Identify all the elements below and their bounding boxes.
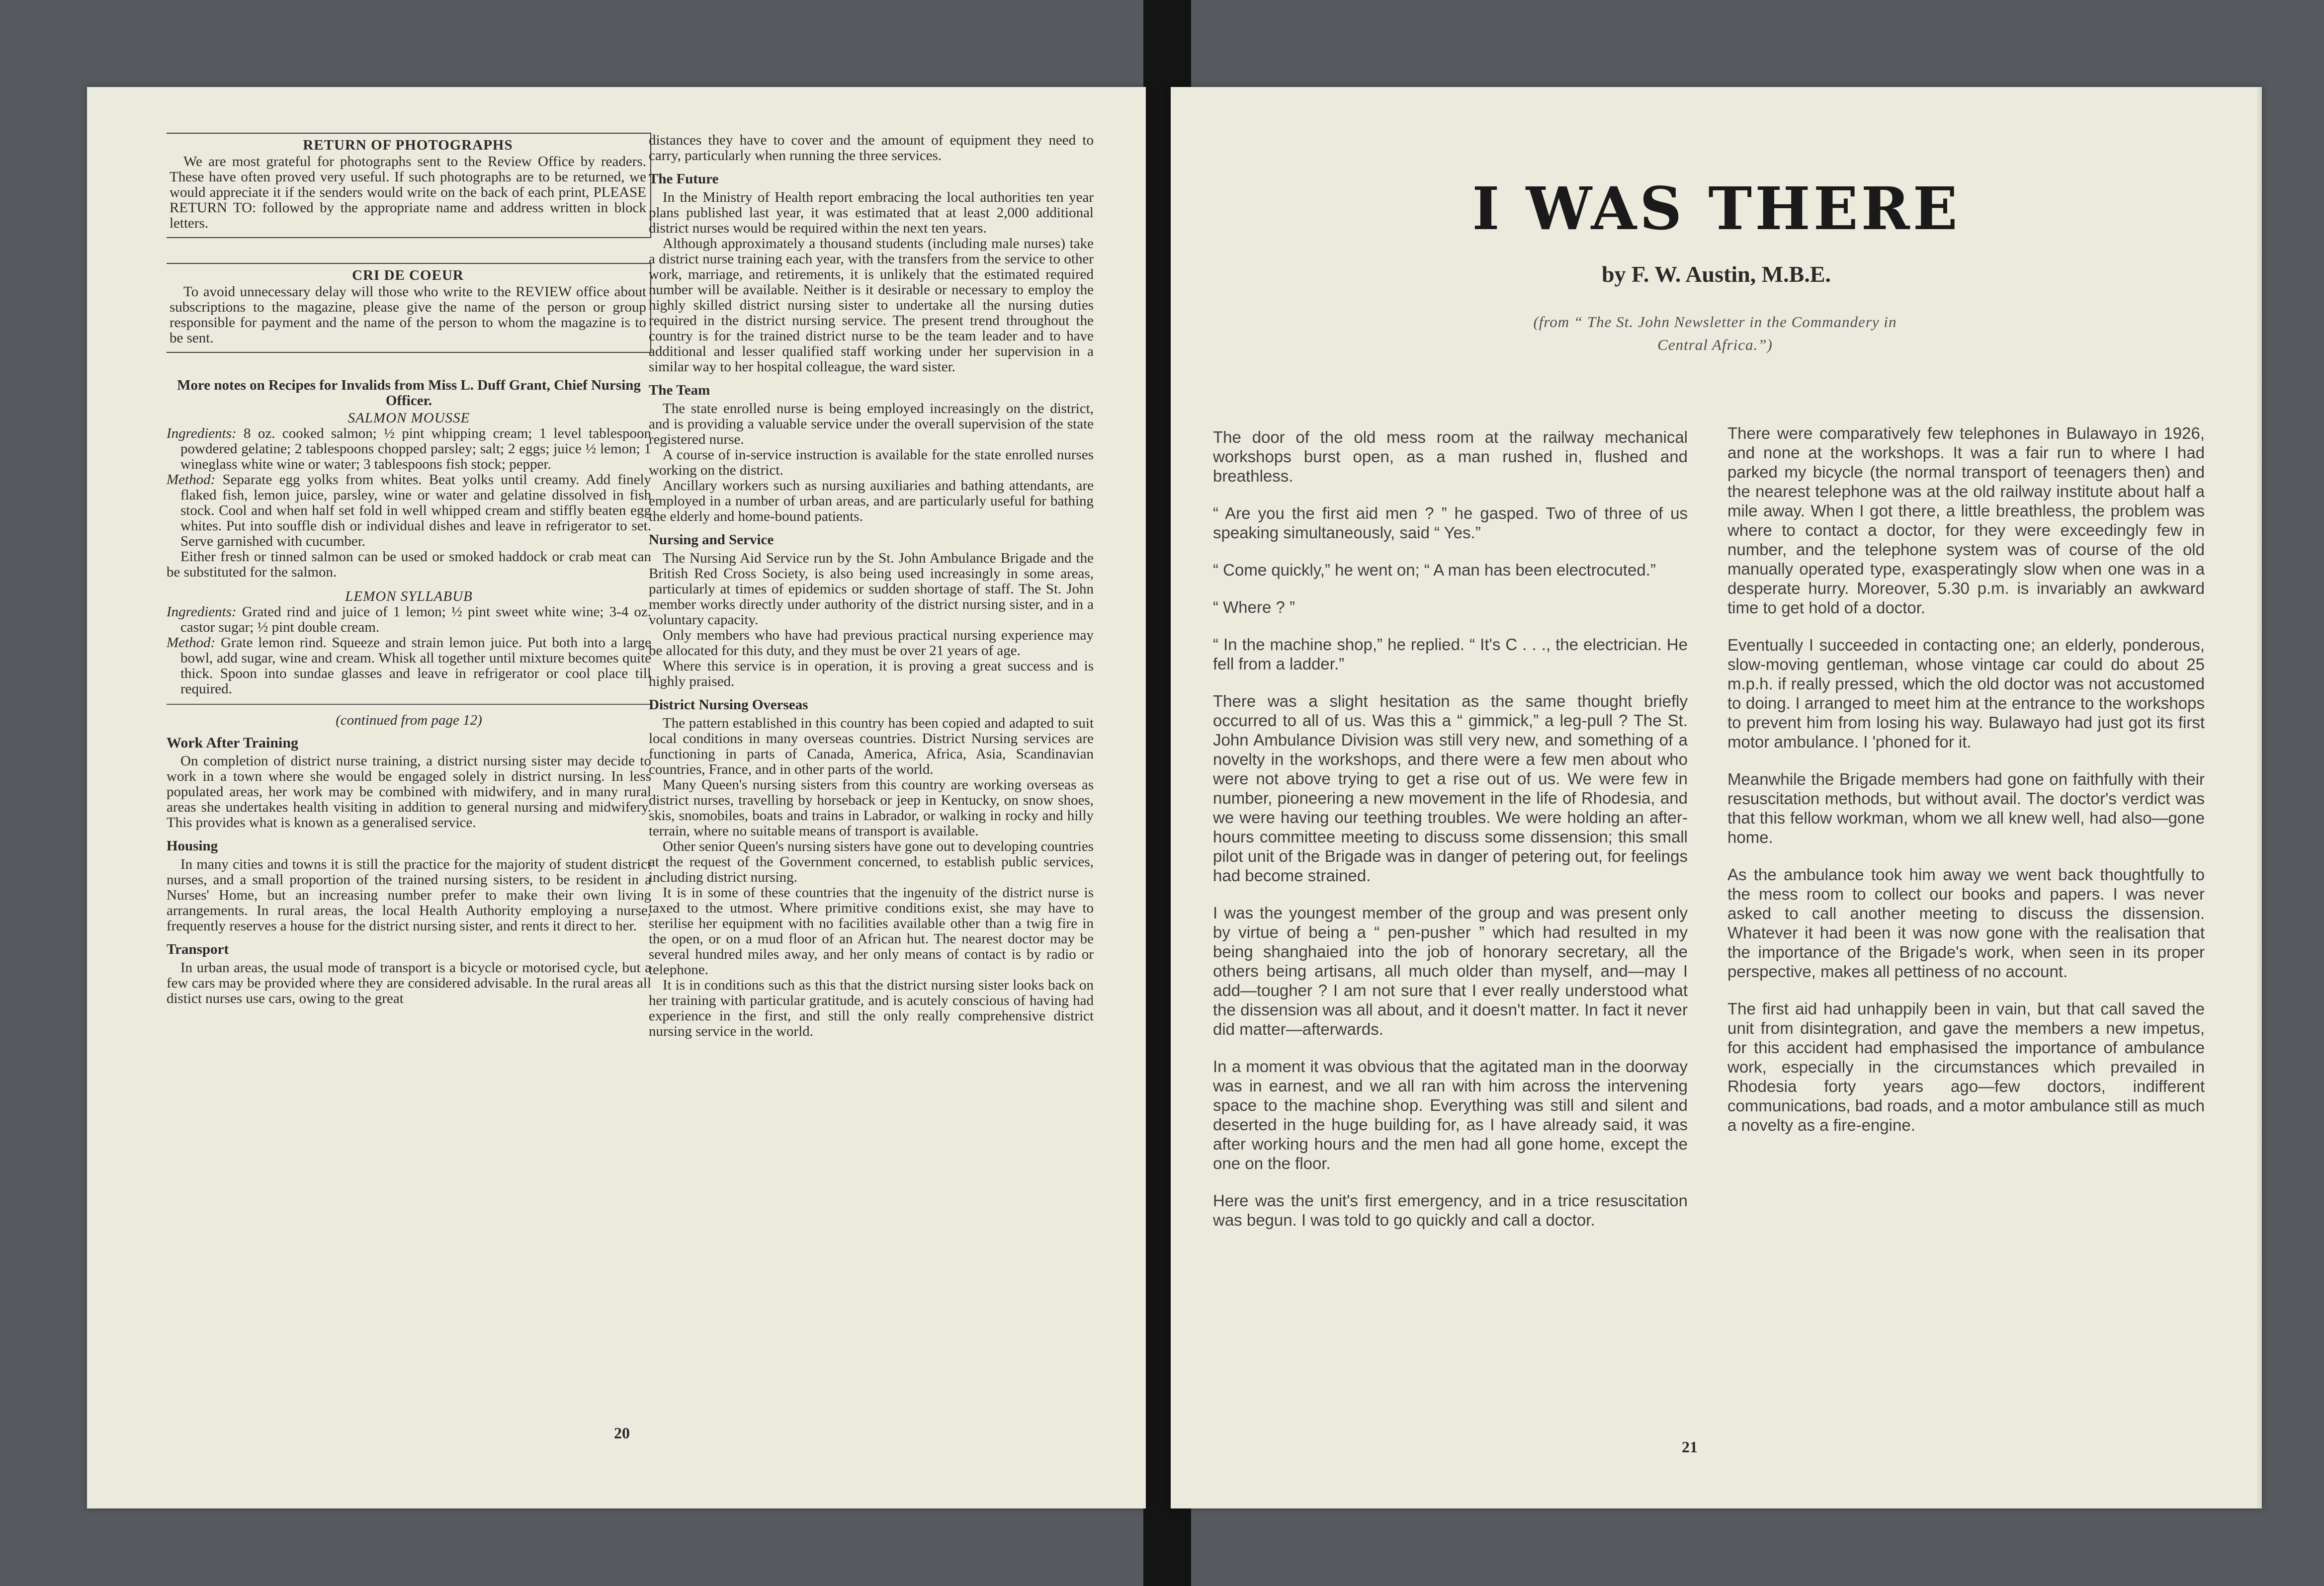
paragraph: As the ambulance took him away we went back thoughtfully to the mess room to collect our books and papers. I was never asked to call another meeting to discuss the dissension. Whatever it had been it was now gone with the realisation that the importance of the Brigade's work, when seen in its proper perspective, makes all pettiness of no account. <box>1727 865 2205 981</box>
cri-de-coeur-title: CRI DE COEUR <box>352 267 464 283</box>
cri-de-coeur-box <box>167 263 651 353</box>
text: 8 oz. cooked salmon; ½ pint whipping cream; 1 level tablespoon powdered gelatine; 2 tablespoons chopped parsley; salt; 2 eggs; juice ½ lemon; 1 wineglass white wine or water; 3 tablespoons fish stock; pepper. <box>180 425 651 472</box>
return-photographs-title: RETURN OF PHOTOGRAPHS <box>303 137 513 153</box>
team-p3: Ancillary workers such as nursing auxiliaries and bathing attendants, are employed in a number of urban areas, and are particularly useful for bathing the elderly and home-bound patients. <box>649 478 1094 524</box>
label: Method: <box>167 635 216 651</box>
article-title: I WAS THERE <box>1472 174 1961 243</box>
salmon-mousse-title: SALMON MOUSSE <box>347 410 470 426</box>
left-page <box>87 87 1146 1508</box>
paragraph: “ Are you the first aid men ? ” he gasped. Two of three of us speaking simultaneously, said “ Yes.” <box>1213 504 1688 542</box>
overseas-p1: The pattern established in this country has been copied and adapted to suit local conditions in many overseas countries. District Nursing services are functioning in parts of Canada, America, Africa, Asia, Scandinavian countries, France, and in other parts of the world. <box>649 715 1094 777</box>
article-byline: by F. W. Austin, M.B.E. <box>1601 261 1831 287</box>
housing-text: In many cities and towns it is still the practice for the majority of student district nurses, and a small proportion of the trained nursing sisters, to be resident in a Nurses' Home, but an increasing number prefer to make their own living arrangements. In rural areas, the local Health Authority employing a nurse, frequently reserves a house for the district nursing sister, and rents it direct to her. <box>167 856 651 934</box>
lemon-ingredients <box>167 604 651 635</box>
housing-heading: Housing <box>167 838 218 854</box>
label: Method: <box>167 472 216 488</box>
paragraph: The door of the old mess room at the railway mechanical workshops burst open, as a man rushed in, flushed and breathless. <box>1213 428 1688 485</box>
paragraph: Here was the unit's first emergency, and in a trice resuscitation was begun. I was told to go quickly and call a doctor. <box>1213 1191 1688 1229</box>
label: Ingredients: <box>167 425 237 441</box>
col2-intro: distances they have to cover and the amount of equipment they need to carry, particularly when running the three services. <box>649 132 1094 164</box>
return-photographs-box <box>167 133 651 238</box>
team-heading: The Team <box>649 382 710 398</box>
recipes-heading: More notes on Recipes for Invalids from Miss L. Duff Grant, Chief Nursing Officer. <box>177 377 641 409</box>
page-number-right: 21 <box>1682 1438 1698 1456</box>
transport-text: In urban areas, the usual mode of transport is a bicycle or motorised cycle, but a few cars may be provided where they are considered advisable. In the rural areas all distict nurses use cars, owing to the great <box>167 960 651 1006</box>
source-note: (from “ The St. John Newsletter in the Commandery in Central Africa.”) <box>1533 313 1897 353</box>
continued-note: (continued from page 12) <box>336 712 482 728</box>
salmon-ingredients <box>167 426 651 472</box>
team-p1: The state enrolled nurse is being employed increasingly on the district, and is providing a valuable service under the overall supervision of the state registered nurse. <box>649 401 1094 447</box>
return-photographs-text: We are most grateful for photographs sent to the Review Office by readers. These have often proved very useful. If such photographs are to be returned, we would appreciate it if the senders would write on the back of each print, PLEASE RETURN TO: followed by the appropriate name and address written in block letters. <box>170 154 646 231</box>
label: Ingredients: <box>167 604 237 620</box>
left-column-2 <box>649 133 1094 1039</box>
work-after-training-heading: Work After Training <box>167 735 299 751</box>
paragraph: “ Come quickly,” he went on; “ A man has been electrocuted.” <box>1213 561 1656 579</box>
page-edge <box>2257 87 2262 1508</box>
article-column-2 <box>1727 423 2205 1153</box>
salmon-method <box>167 472 651 549</box>
overseas-p5: It is in conditions such as this that the district nursing sister looks back on her training with particular gratitude, and is acutely conscious of having had experience in the first, and still the only really comprehensive district nursing service in the world. <box>649 977 1094 1039</box>
lemon-method <box>167 635 651 697</box>
overseas-p2: Many Queen's nursing sisters from this country are working overseas as district nurses, travelling by horseback or jeep in Kentucky, on snow shoes, skis, snomobiles, boats and trains in Labrador, or walking in rocky and hilly terrain, where no suitable means of transport is available. <box>649 777 1094 839</box>
aid-p1: The Nursing Aid Service run by the St. John Ambulance Brigade and the British Red Cross Society, is also being used increasingly in some areas, particularly at times of epidemics or sudden shortage of staff. The St. John member works directly under authority of the district nursing sister, and in a voluntary capacity. <box>649 550 1094 628</box>
overseas-p3: Other senior Queen's nursing sisters have gone out to developing countries at the request of the Government concerned, to establish public services, including district nursing. <box>649 838 1094 885</box>
article-column-1 <box>1213 427 1688 1248</box>
paragraph: There were comparatively few telephones in Bulawayo in 1926, and none at the workshops. It was a fair run to where I had parked my bicycle (the normal transport of teenagers then) and the nearest telephone was at the old railway institute about half a mile away. When I got there, a little breathless, the problem was where to contact a doctor, for they were exceedingly few in number, and the telephone system was of course of the old manually operated type, exasperatingly slow when one was in a desperate hurry. Moreover, 5.30 p.m. is invariably an awkward time to get hold of a doctor. <box>1727 424 2205 617</box>
paragraph: There was a slight hesitation as the same thought briefly occurred to all of us. Was this a “ gimmick,” a leg-pull ? The St. John Ambulance Division was still very new, and something of a novelty in the workshops, and there were a few men about who were not above trying to get a rise out of us. We were few in number, pioneering a new movement in the life of Rhodesia, and we were having our teething troubles. We were holding an after-hours committee meeting to discuss some dissension; this small pilot unit of the Brigade was in danger of petering out, for feelings had become strained. <box>1213 692 1688 885</box>
future-p1: In the Ministry of Health report embracing the local authorities ten year plans published last year, it was estimated that at least 2,000 additional district nurses would be required within the next ten years. <box>649 189 1094 236</box>
lemon-syllabub-title: LEMON SYLLABUB <box>345 588 473 604</box>
paragraph: “ In the machine shop,” he replied. “ It's C . . ., the electrician. He fell from a ladder.” <box>1213 635 1688 673</box>
page-number-left: 20 <box>614 1424 630 1442</box>
salmon-note: Either fresh or tinned salmon can be used or smoked haddock or crab meat can be substituted for the salmon. <box>167 549 651 580</box>
overseas-p4: It is in some of these countries that the ingenuity of the district nurse is taxed to the utmost. Where primitive conditions exist, she may have to sterilise her equipment with no facilities available other than a twig fire in the open, or on a mud floor of an African hut. The nearest doctor may be several hundred miles away, and her only means of contact is by radio or telephone. <box>649 885 1094 978</box>
cri-de-coeur-text: To avoid unnecessary delay will those who write to the REVIEW office about subscriptions to the magazine, please give the name of the person or group responsible for payment and the name of the person to whom the magazine is to be sent. <box>170 284 646 346</box>
paragraph: The first aid had unhappily been in vain, but that call saved the unit from disintegration, and gave the members a new impetus, for this accident had emphasised the importance of ambulance work, especially in the circumstances which prevailed in Rhodesia forty years ago—few doctors, indifferent communications, bad roads, and a motor ambulance still as much a novelty as a fire-engine. <box>1727 1000 2205 1134</box>
future-heading: The Future <box>649 171 719 187</box>
paragraph: “ Where ? ” <box>1213 598 1295 616</box>
paragraph: I was the youngest member of the group and was present only by virtue of being a “ pen-pusher ” which had resulted in my being shanghaied into the job of honorary secretary, all the others being artisans, all much older than myself, and—may I add—tougher ? I am not sure that I ever really understood what the dissension was all about, and it doesn't matter. In fact it never did matter—afterwards. <box>1213 904 1688 1038</box>
aid-p3: Where this service is in operation, it is proving a great success and is highly praised. <box>649 658 1094 689</box>
paragraph: Eventually I succeeded in contacting one; an elderly, ponderous, slow-moving gentleman, whose vintage car could do about 25 m.p.h. if really pressed, which the old doctor was not accustomed to doing. I arranged to meet him at the entrance to the workshops to prevent him from losing his way. Bulawayo had just got its first motor ambulance. I 'phoned for it. <box>1727 636 2205 751</box>
text: Grated rind and juice of 1 lemon; ½ pint sweet white wine; 3-4 oz. castor sugar; ½ pint double cream. <box>180 604 652 635</box>
aid-p2: Only members who have had previous practical nursing experience may be allocated for this duty, and they must be over 21 years of age. <box>649 627 1094 659</box>
divider <box>167 704 651 705</box>
right-page <box>1171 87 2262 1508</box>
text: Grate lemon rind. Squeeze and strain lemon juice. Put both into a large bowl, add sugar, wine and cream. Whisk all together until mixture becomes quite thick. Spoon into sundae glasses and leave in refrigerator or cool place till required. <box>180 635 652 697</box>
overseas-heading: District Nursing Overseas <box>649 697 808 713</box>
left-column-1 <box>167 133 651 1006</box>
work-after-training-text: On completion of district nurse training, a district nursing sister may decide to work in a town where she would be engaged solely in district nursing. In less populated areas, her work may be combined with midwifery, and in many rural areas she undertakes health visiting in addition to general nursing and midwifery. This provides what is known as a generalised service. <box>167 753 651 831</box>
transport-heading: Transport <box>167 941 229 957</box>
future-p2: Although approximately a thousand students (including male nurses) take a district nurse training each year, with the transfers from the service to other work, marriage, and retirements, it is unlikely that the estimated required number will be available. Neither is it desirable or necessary to employ the highly skilled district nursing sister to undertake all the nursing duties required in the district nursing service. The present trend throughout the country is for the trained district nurse to be the team leader and to have additional and lesser qualified staff working under her supervision in a similar way to her hospital colleague, the ward sister. <box>649 236 1094 375</box>
paragraph: Meanwhile the Brigade members had gone on faithfully with their resuscitation methods, but without avail. The doctor's verdict was that this fellow workman, whom we all knew well, had also—gone home. <box>1727 770 2205 846</box>
text: Separate egg yolks from whites. Beat yolks until creamy. Add finely flaked fish, lemon juice, parsley, wine or water and gelatine dissolved in fish stock. Cool and when half set fold in well whipped cream and stiffly beaten egg whites. Put into souffle dish or individual dishes and leave in refrigerator to set. Serve garnished with cucumber. <box>180 472 652 549</box>
nursing-aid-heading: Nursing and Service <box>649 532 774 548</box>
team-p2: A course of in-service instruction is available for the state enrolled nurses working on the district. <box>649 447 1094 478</box>
paragraph: In a moment it was obvious that the agitated man in the doorway was in earnest, and we all ran with him across the intervening space to the machine shop. Everything was still and silent and deserted in the huge building for, as I have already said, it was after working hours and the men had all gone home, except the one on the floor. <box>1213 1057 1688 1172</box>
